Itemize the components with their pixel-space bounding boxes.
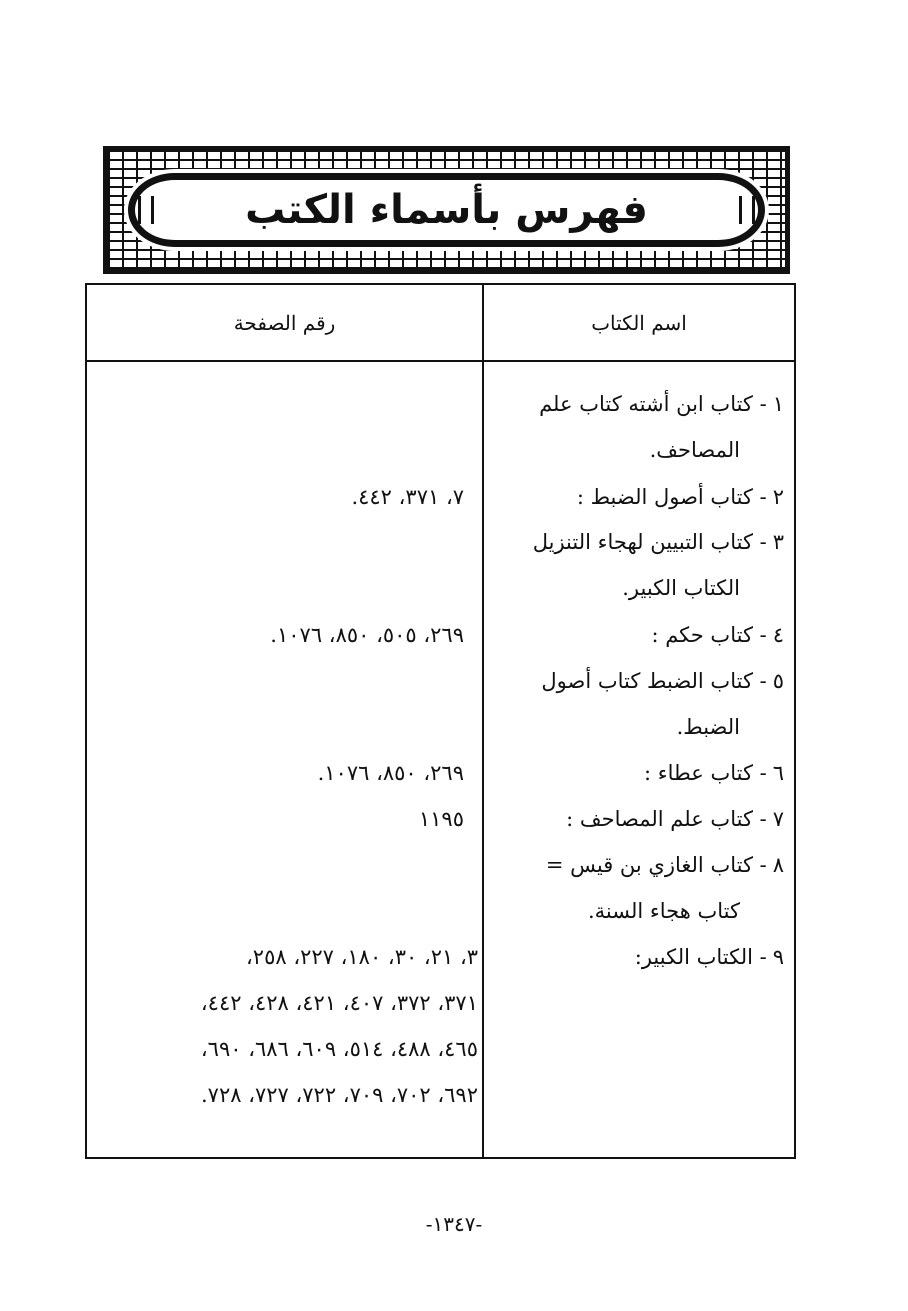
row-5-title-line-2: الضبط. <box>676 715 740 739</box>
row-9-title <box>635 945 784 969</box>
row-9-pages-line-2: ٣٧١، ٣٧٢، ٤٠٧، ٤٢١، ٤٢٨، ٤٤٢، <box>200 991 478 1015</box>
row-2-number: ٢ <box>772 485 784 509</box>
row-5-number: ٥ <box>772 669 784 693</box>
row-2-pages: ٧، ٣٧١، ٤٤٢. <box>351 485 464 509</box>
row-6-title-line-1: - كتاب عطاء : <box>643 761 767 785</box>
left-ornament <box>138 196 154 224</box>
row-7-number: ٧ <box>772 807 784 831</box>
index-table <box>85 283 796 1159</box>
title-frame <box>128 173 765 247</box>
column-header-book-name: اسم الكتاب <box>591 310 687 335</box>
row-8-number: ٨ <box>772 853 784 877</box>
row-9-number: ٩ <box>772 945 784 969</box>
row-1-title <box>539 392 784 416</box>
row-5-title <box>541 669 784 693</box>
row-7-title <box>566 807 784 831</box>
row-9-title-line-1: - الكتاب الكبير: <box>634 945 767 969</box>
row-4-title <box>651 623 784 647</box>
column-header-page-number: رقم الصفحة <box>233 310 336 335</box>
title-banner <box>103 146 790 274</box>
row-7-pages: ١١٩٥ <box>418 807 464 831</box>
row-3-title-line-2: الكتاب الكبير. <box>622 576 740 600</box>
page-title: فهرس بأسماء الكتب <box>245 187 648 233</box>
row-9-pages-line-1: ٣، ٢١، ٣٠، ١٨٠، ٢٢٧، ٢٥٨، <box>246 945 478 969</box>
header-divider <box>87 360 794 362</box>
row-2-title-line-1: - كتاب أصول الضبط : <box>576 485 767 509</box>
row-6-number: ٦ <box>772 761 784 785</box>
row-5-title-line-1: - كتاب الضبط كتاب أصول <box>541 669 767 693</box>
row-8-title-line-2: كتاب هجاء السنة. <box>588 899 740 923</box>
column-divider <box>482 285 484 1157</box>
row-9-pages-line-4: ٦٩٢، ٧٠٢، ٧٠٩، ٧٢٢، ٧٢٧، ٧٢٨. <box>200 1083 478 1107</box>
row-1-number: ١ <box>772 392 784 416</box>
row-8-title-line-1: - كتاب الغازي بن قيس = <box>545 853 767 877</box>
row-6-pages: ٢٦٩، ٨٥٠، ١٠٧٦. <box>317 761 464 785</box>
right-ornament <box>739 196 755 224</box>
row-1-title-line-2: المصاحف. <box>649 438 740 462</box>
row-1-title-line-1: - كتاب ابن أشته كتاب علم <box>539 392 767 416</box>
row-3-number: ٣ <box>772 530 784 554</box>
row-2-title <box>577 485 784 509</box>
row-3-title <box>533 530 784 554</box>
row-7-title-line-1: - كتاب علم المصاحف : <box>566 807 767 831</box>
row-4-number: ٤ <box>772 623 784 647</box>
row-6-title <box>644 761 784 785</box>
row-8-title <box>546 853 784 877</box>
row-4-title-line-1: - كتاب حكم : <box>651 623 767 647</box>
row-3-title-line-1: - كتاب التبيين لهجاء التنزيل <box>532 530 767 554</box>
page-number: -١٣٤٧- <box>425 1212 483 1236</box>
row-9-pages-line-3: ٤٦٥، ٤٨٨، ٥١٤، ٦٠٩، ٦٨٦، ٦٩٠، <box>200 1037 478 1061</box>
row-4-pages: ٢٦٩، ٥٠٥، ٨٥٠، ١٠٧٦. <box>270 623 464 647</box>
